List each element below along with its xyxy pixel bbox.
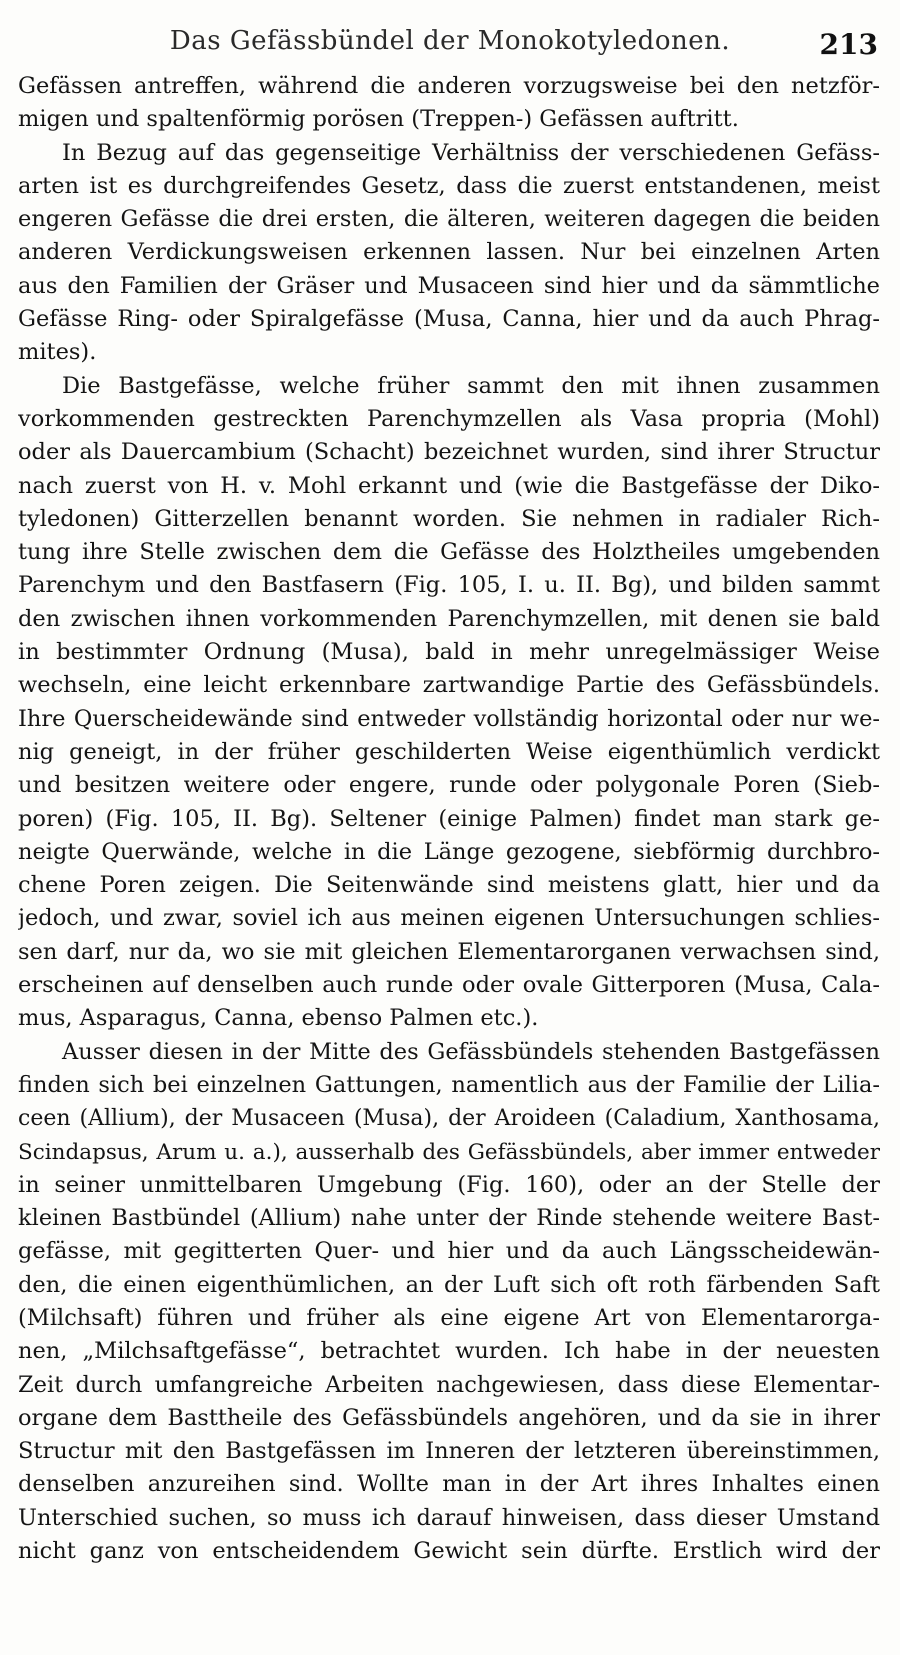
text-line: finden sich bei einzelnen Gattungen, namentlich aus der Familie der Lilia- xyxy=(18,1071,880,1098)
text-line: (Milchsaft) führen und früher als eine eigene Art von Elementarorga- xyxy=(18,1304,880,1331)
text-line: kleinen Bastbündel (Allium) nahe unter der Rinde stehende weitere Bast- xyxy=(18,1205,880,1232)
running-title: Das Gefässbündel der Monokotyledonen. xyxy=(169,26,731,56)
text-line: ceen (Allium), der Musaceen (Musa), der Aroideen (Caladium, Xanthosama, xyxy=(18,1106,880,1132)
text-line: wechseln, eine leicht erkennbare zartwandige Partie des Gefässbündels. xyxy=(18,672,880,699)
text-line: sen darf, nur da, wo sie mit gleichen Elementarorganen verwachsen sind, xyxy=(18,938,880,965)
text-line: Zeit durch umfangreiche Arbeiten nachgewiesen, dass diese Elementar- xyxy=(18,1371,880,1398)
text-line: Structur mit den Bastgefässen im Inneren der letzteren übereinstimmen, xyxy=(18,1438,880,1465)
text-line: Scindapsus, Arum u. a.), ausserhalb des Gefässbündels, aber immer entweder xyxy=(18,1139,880,1165)
text-line: nen, „Milchsaftgefässe“, betrachtet wurden. Ich habe in der neuesten xyxy=(18,1338,880,1365)
text-line: aus den Familien der Gräser und Musaceen sind hier und da sämmtliche xyxy=(18,272,880,299)
text-line: jedoch, und zwar, soviel ich aus meinen eigenen Untersuchungen schlies- xyxy=(18,905,880,932)
text-line: poren) (Fig. 105, II. Bg). Seltener (einige Palmen) findet man stark ge- xyxy=(18,805,880,832)
text-line: tung ihre Stelle zwischen dem die Gefässe des Holztheiles umgebenden xyxy=(18,539,880,566)
text-line: den, die einen eigenthümlichen, an der Luft sich oft roth färbenden Saft xyxy=(18,1271,880,1298)
text-line: tyledonen) Gitterzellen benannt worden. Sie nehmen in radialer Rich- xyxy=(18,505,880,532)
text-line: vorkommenden gestreckten Parenchymzellen als Vasa propria (Mohl) xyxy=(18,405,880,432)
text-line: oder als Dauercambium (Schacht) bezeichnet wurden, sind ihrer Structur xyxy=(18,439,880,466)
text-line: nach zuerst von H. v. Mohl erkannt und (wie die Bastgefässe der Diko- xyxy=(18,472,880,499)
body-text xyxy=(18,70,880,1568)
text-line: mus, Asparagus, Canna, ebenso Palmen etc.). xyxy=(18,1005,539,1032)
text-line: in bestimmter Ordnung (Musa), bald in mehr unregelmässiger Weise xyxy=(18,639,880,666)
text-line: arten ist es durchgreifendes Gesetz, dass die zuerst entstandenen, meist xyxy=(18,172,880,199)
text-line: In Bezug auf das gegenseitige Verhältniss der verschiedenen Gefäss- xyxy=(62,139,880,166)
text-line: nig geneigt, in der früher geschilderten Weise eigenthümlich verdickt xyxy=(18,738,880,765)
text-line: Unterschied suchen, so muss ich darauf hinweisen, dass dieser Umstand xyxy=(18,1504,880,1531)
text-line: migen und spaltenförmig porösen (Treppen-) Gefässen auftritt. xyxy=(18,106,739,133)
page-number: 213 xyxy=(819,28,878,61)
text-line: anderen Verdickungsweisen erkennen lassen. Nur bei einzelnen Arten xyxy=(18,239,880,266)
text-line: organe dem Basttheile des Gefässbündels angehören, und da sie in ihrer xyxy=(18,1404,880,1431)
text-line: engeren Gefässe die drei ersten, die älteren, weiteren dagegen die beiden xyxy=(18,206,880,233)
text-line: Gefässen antreffen, während die anderen vorzugsweise bei den netzför- xyxy=(18,73,880,99)
text-line: Ausser diesen in der Mitte des Gefässbündels stehenden Bastgefässen xyxy=(62,1038,880,1065)
text-line: mites). xyxy=(18,339,97,366)
text-line: denselben anzureihen sind. Wollte man in der Art ihres Inhaltes einen xyxy=(18,1471,880,1498)
text-line: chene Poren zeigen. Die Seitenwände sind meistens glatt, hier und da xyxy=(18,872,880,899)
text-line: neigte Querwände, welche in die Länge gezogene, siebförmig durchbro- xyxy=(18,838,880,865)
text-line: Die Bastgefässe, welche früher sammt den mit ihnen zusammen xyxy=(62,372,880,399)
text-line: gefässe, mit gegitterten Quer- und hier und da auch Längsscheidewän- xyxy=(18,1238,880,1265)
text-line: in seiner unmittelbaren Umgebung (Fig. 160), oder an der Stelle der xyxy=(18,1171,880,1198)
running-head xyxy=(0,20,900,60)
text-line: Parenchym und den Bastfasern (Fig. 105, I. u. II. Bg), und bilden sammt xyxy=(18,572,880,599)
text-line: den zwischen ihnen vorkommenden Parenchymzellen, mit denen sie bald xyxy=(18,605,880,632)
text-line: Ihre Querscheidewände sind entweder vollständig horizontal oder nur we- xyxy=(18,705,880,732)
text-line: nicht ganz von entscheidendem Gewicht sein dürfte. Erstlich wird der xyxy=(18,1538,880,1565)
text-line: erscheinen auf denselben auch runde oder ovale Gitterporen (Musa, Cala- xyxy=(18,972,880,999)
text-line: Gefässe Ring- oder Spiralgefässe (Musa, Canna, hier und da auch Phrag- xyxy=(18,306,880,333)
text-line: und besitzen weitere oder engere, runde oder polygonale Poren (Sieb- xyxy=(18,772,880,799)
